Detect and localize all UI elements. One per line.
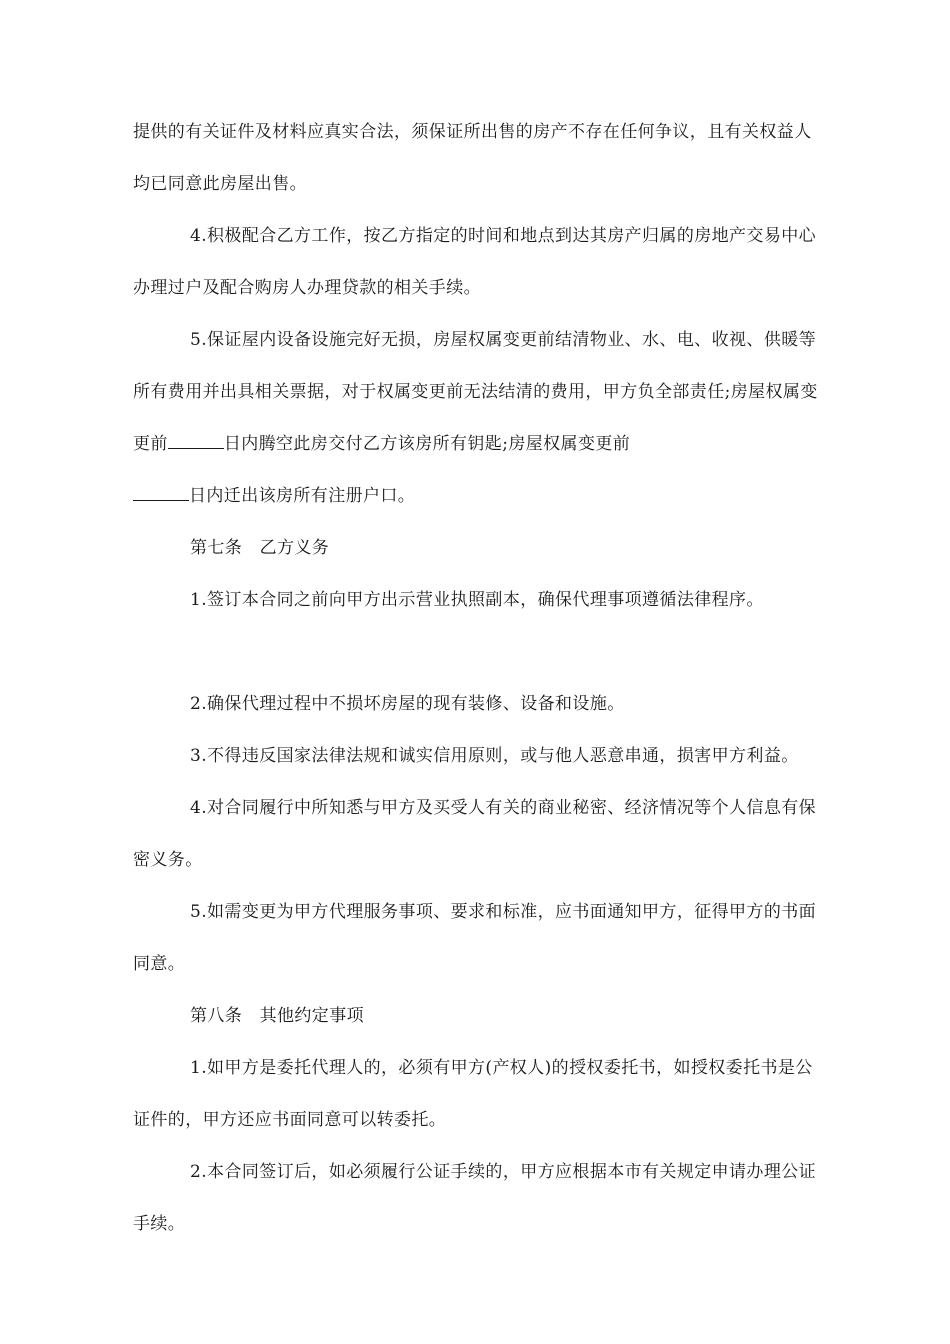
document-page	[133, 106, 823, 1250]
fill-in-blank[interactable]	[133, 486, 189, 501]
paragraph-seller-materials: 提供的有关证件及材料应真实合法，须保证所出售的房产不存在任何争议，且有关权益人均已同意此房屋出售。	[133, 122, 812, 194]
section-heading-article-7: 第七条 乙方义务	[190, 538, 330, 558]
fill-in-blank[interactable]	[168, 434, 224, 449]
paragraph-b-clause-5: 5.如需变更为甲方代理服务事项、要求和标准，应书面通知甲方，征得甲方的书面同意。	[133, 902, 817, 974]
blank-line	[133, 626, 823, 678]
paragraph-clause-5-facilities	[133, 314, 823, 522]
paragraph-other-clause-2: 2.本合同签订后，如必须履行公证手续的，甲方应根据本市有关规定申请办理公证手续。	[133, 1162, 817, 1234]
paragraph-b-clause-4: 4.对合同履行中所知悉与甲方及买受人有关的商业秘密、经济情况等个人信息有保密义务。	[133, 798, 817, 870]
paragraph-b-clause-2: 2.确保代理过程中不损坏房屋的现有装修、设备和设施。	[190, 694, 625, 714]
paragraph-text: 日内腾空此房交付乙方该房所有钥匙;房屋权属变更前	[223, 434, 631, 454]
paragraph-text: 日内迁出该房所有注册户口。	[189, 486, 416, 506]
paragraph-text: 5.保证屋内设备设施完好无损，房屋权属变更前结清物业、水、电、收视、供暖等所有费用并出具相关票据，对于权属变更前无法结清的费用，甲方负全部责任;房屋权属变更前	[133, 330, 818, 454]
paragraph-clause-4-cooperate: 4.积极配合乙方工作，按乙方指定的时间和地点到达其房产归属的房地产交易中心办理过户及配合购房人办理贷款的相关手续。	[133, 226, 817, 298]
paragraph-other-clause-1: 1.如甲方是委托代理人的，必须有甲方(产权人)的授权委托书，如授权委托书是公证件的，甲方还应书面同意可以转委托。	[133, 1058, 813, 1130]
paragraph-b-clause-1: 1.签订本合同之前向甲方出示营业执照副本，确保代理事项遵循法律程序。	[190, 590, 764, 610]
section-heading-article-8: 第八条 其他约定事项	[190, 1006, 364, 1026]
paragraph-b-clause-3: 3.不得违反国家法律法规和诚实信用原则，或与他人恶意串通，损害甲方利益。	[190, 746, 799, 766]
